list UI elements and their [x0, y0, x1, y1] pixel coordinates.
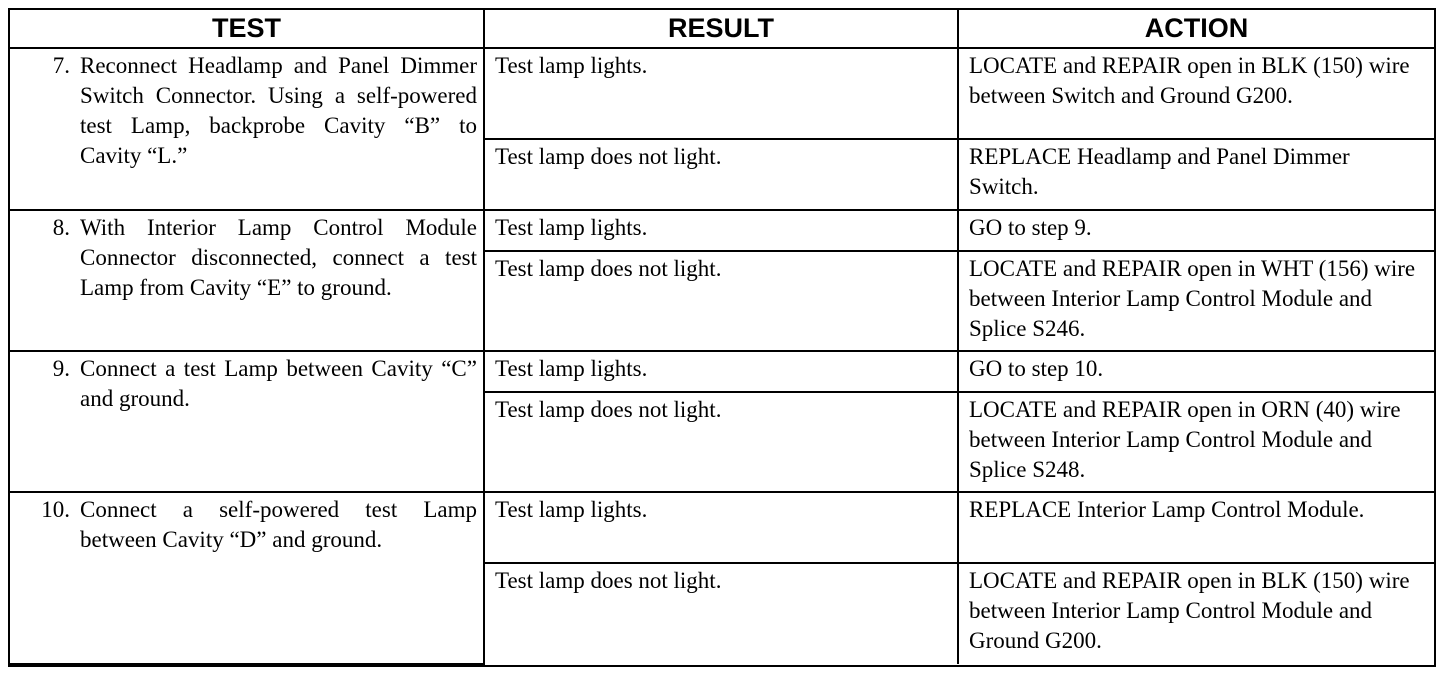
test-cell-step-9 — [10, 351, 484, 492]
result-cell: Test lamp does not light. — [484, 392, 958, 493]
step-number: 10. — [41, 497, 70, 523]
header-result: RESULT — [484, 10, 958, 48]
test-description: Reconnect Headlamp and Panel Dimmer Switch Connector. Using a self-powered test Lamp, backprobe Cavity “B” to Cavity “L.” — [80, 52, 477, 168]
result-cell: Test lamp does not light. — [484, 251, 958, 352]
action-cell: LOCATE and REPAIR open in BLK (150) wire between Switch and Ground G200. — [958, 48, 1434, 139]
table-row — [10, 210, 1434, 251]
result-cell: Test lamp does not light. — [484, 139, 958, 210]
test-description: With Interior Lamp Control Module Connector disconnected, connect a test Lamp from Cavity “E” to ground. — [80, 215, 477, 301]
action-cell: LOCATE and REPAIR open in BLK (150) wire between Interior Lamp Control Module and Ground G200. — [958, 563, 1434, 664]
table-row — [10, 351, 1434, 392]
step-number: 9. — [52, 356, 70, 382]
diagnostic-table-frame — [8, 8, 1436, 667]
test-cell-step-7 — [10, 48, 484, 210]
step-number: 8. — [52, 215, 70, 241]
test-cell-step-10 — [10, 492, 484, 664]
step-number: 7. — [52, 52, 70, 78]
table-row — [10, 48, 1434, 139]
header-action: ACTION — [958, 10, 1434, 48]
result-cell: Test lamp lights. — [484, 492, 958, 563]
header-test: TEST — [10, 10, 484, 48]
action-cell: REPLACE Interior Lamp Control Module. — [958, 492, 1434, 563]
action-cell: LOCATE and REPAIR open in ORN (40) wire between Interior Lamp Control Module and Splice S248. — [958, 392, 1434, 493]
action-cell: REPLACE Headlamp and Panel Dimmer Switch. — [958, 139, 1434, 210]
test-description: Connect a test Lamp between Cavity “C” and ground. — [80, 356, 477, 412]
table-row — [10, 492, 1434, 563]
result-cell: Test lamp lights. — [484, 48, 958, 139]
action-cell: LOCATE and REPAIR open in WHT (156) wire between Interior Lamp Control Module and Splice S246. — [958, 251, 1434, 352]
action-cell: GO to step 10. — [958, 351, 1434, 392]
result-cell: Test lamp lights. — [484, 351, 958, 392]
header-row — [10, 10, 1434, 48]
test-description: Connect a self-powered test Lamp between Cavity “D” and ground. — [80, 497, 477, 553]
result-cell: Test lamp does not light. — [484, 563, 958, 664]
diagnostic-table — [10, 10, 1434, 665]
test-cell-step-8 — [10, 210, 484, 351]
action-cell: GO to step 9. — [958, 210, 1434, 251]
result-cell: Test lamp lights. — [484, 210, 958, 251]
